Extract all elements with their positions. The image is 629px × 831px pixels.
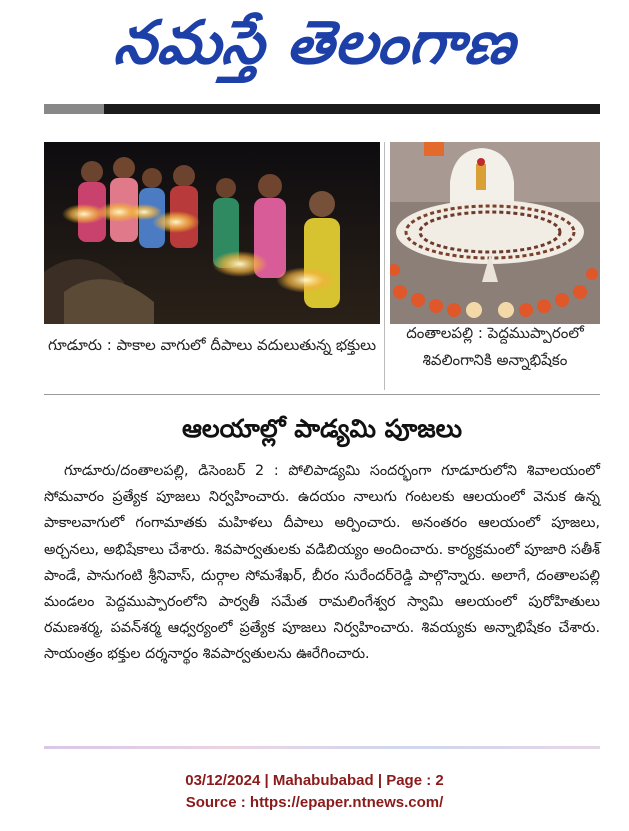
newspaper-logo-title: నమస్తే తెలంగాణ: [111, 8, 520, 78]
article-body: గూడూరు/దంతాలపల్లి, డిసెంబర్ 2 : పోలిపాడ్యమి సందర్భంగా గూడూరులోని శివాలయంలో సోమవారం ప్రత్యేక పూజలు నిర్వహించారు. ఉదయం నాలుగు గంటలకు ఆలయంలో వెనుక ఉన్న పాకాలవాగులో గంగామాతకు మహిళలు దీపాలు అర్పించారు. అనంతరం ఆలయంలో పూజలు, అర్చనలు, అభిషేకాలు చేశారు. శివపార్వతులకు వడిబియ్యం అందించారు. కార్యక్రమంలో పూజారి సతీశ్ పాండే, పానుగంటి శ్రీనివాస్, దుర్గాల సోమశేఖర్, బీరం సురేందర్‌రెడ్డి పాల్గొన్నారు. అలాగే, దంతాలపల్లి మండలం పెద్దముప్పారంలోని పార్వతీ సమేత రామలింగేశ్వర స్వామి ఆలయంలో పురోహితులు రమణశర్మ, పవన్‌శర్మ ఆధ్వర్యంలో ప్రత్యేక పూజలు నిర్వహించారు. శివయ్యకు అన్నాభిషేకం చేశారు. సాయంత్రం భక్తుల దర్శనార్థం శివపార్వతులను ఊరేగించారు.: [44, 463, 600, 663]
masthead: [0, 0, 629, 100]
shivalingam-annabhishekam-photo: [390, 142, 600, 324]
rule-black-segment: [104, 104, 600, 114]
source-link[interactable]: Source : https://epaper.ntnews.com/: [185, 794, 444, 811]
rule-grey-segment: [44, 104, 104, 114]
clipping-bottom-border: [44, 746, 600, 749]
devotees-lamps-photo: [44, 142, 380, 324]
caption-divider: [44, 394, 600, 395]
source-footer: [0, 770, 629, 814]
photo-column-divider: [384, 142, 385, 390]
article-headline: ఆలయాల్లో పాడ్యమి పూజలు: [181, 414, 463, 443]
right-photo-caption: దంతాలపల్లి : పెద్దముప్పారంలో శివలింగానికి అన్నాభిషేకం: [406, 324, 584, 369]
masthead-rule: [44, 104, 600, 114]
edition-info: 03/12/2024 | Mahabubabad | Page : 2: [185, 772, 444, 789]
left-photo-caption: గూడూరు : పాకాల వాగులో దీపాలు వదులుతున్న భక్తులు: [47, 336, 377, 354]
